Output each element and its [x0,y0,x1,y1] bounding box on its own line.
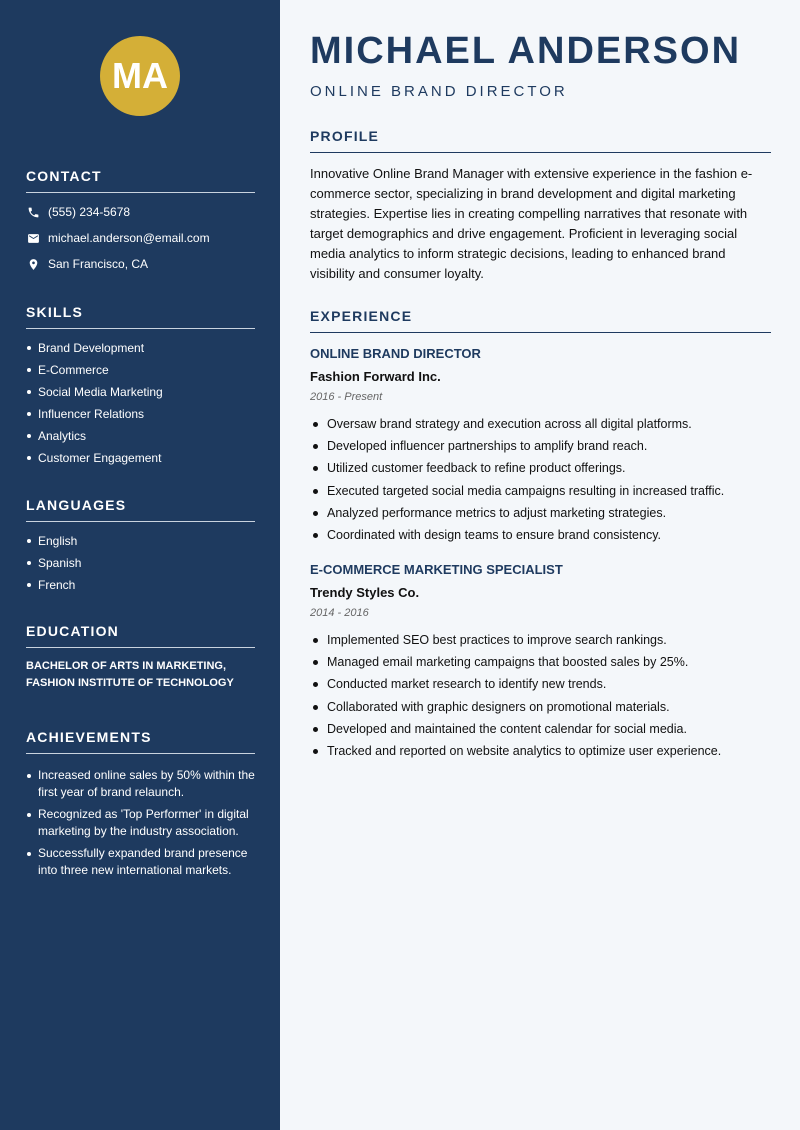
list-item: Utilized customer feedback to refine product offerings. [310,457,771,479]
list-item: Successfully expanded brand presence into three new international markets. [26,845,255,879]
contact-email [26,225,255,251]
skills-heading: SKILLS [26,304,255,329]
list-item: Influencer Relations [26,403,255,425]
mail-icon [26,231,40,245]
list-item: Social Media Marketing [26,381,255,403]
achievements-list [26,767,255,879]
contact-phone [26,199,255,225]
job-bullets [310,629,771,762]
languages-section [26,497,255,596]
list-item: Conducted market research to identify new trends. [310,673,771,695]
job-company: Trendy Styles Co. [310,585,420,600]
skills-section [26,304,255,469]
education-degree: BACHELOR OF ARTS IN MARKETING, [26,660,227,672]
contact-location [26,251,255,277]
list-item: English [26,530,255,552]
list-item: Executed targeted social media campaigns resulting in increased traffic. [310,480,771,502]
education-school: FASHION INSTITUTE OF TECHNOLOGY [26,677,234,689]
profile-text: Innovative Online Brand Manager with extensive experience in the fashion e-commerce sector, specializing in brand development and digital marketing strategies. Expertise lies in creating compelling narratives that resonate with target demographics and drive engagement. Proficient in leveraging social media analytics to inform strategic decisions, leading to enhanced brand visibility and consumer loyalty. [310,166,753,281]
phone-text: (555) 234-5678 [48,205,131,219]
skills-list [26,337,255,469]
education-heading: EDUCATION [26,623,255,648]
list-item: Customer Engagement [26,447,255,469]
job-dates: 2016 - Present [310,391,383,403]
list-item: Managed email marketing campaigns that boosted sales by 25%. [310,651,771,673]
list-item: Brand Development [26,337,255,359]
sidebar [0,0,280,1130]
avatar: MA [100,36,180,116]
list-item: French [26,574,255,596]
list-item: Increased online sales by 50% within the first year of brand relaunch. [26,767,255,801]
candidate-role: ONLINE BRAND DIRECTOR [310,83,568,100]
job-entry [310,346,771,546]
list-item: Analytics [26,425,255,447]
list-item: Implemented SEO best practices to improve search rankings. [310,629,771,651]
list-item: Analyzed performance metrics to adjust marketing strategies. [310,502,771,524]
job-title: ONLINE BRAND DIRECTOR [310,346,481,361]
list-item: Developed and maintained the content calendar for social media. [310,718,771,740]
education-section [26,623,255,692]
phone-icon [26,205,40,219]
contact-heading: CONTACT [26,168,255,193]
list-item: Developed influencer partnerships to amplify brand reach. [310,435,771,457]
languages-heading: LANGUAGES [26,497,255,522]
achievements-heading: ACHIEVEMENTS [26,729,255,754]
job-entry [310,562,771,762]
job-bullets [310,413,771,546]
experience-heading: EXPERIENCE [310,308,771,333]
list-item: Recognized as 'Top Performer' in digital marketing by the industry association. [26,806,255,840]
list-item: Coordinated with design teams to ensure brand consistency. [310,524,771,546]
list-item: Collaborated with graphic designers on promotional materials. [310,696,771,718]
languages-list [26,530,255,596]
candidate-name: MICHAEL ANDERSON [310,30,742,72]
location-pin-icon [26,257,40,271]
list-item: Tracked and reported on website analytics to optimize user experience. [310,740,771,762]
job-dates: 2014 - 2016 [310,607,369,619]
profile-heading: PROFILE [310,128,771,153]
contact-section [26,168,255,277]
list-item: Spanish [26,552,255,574]
location-text: San Francisco, CA [48,257,149,271]
list-item: E-Commerce [26,359,255,381]
education-text [26,658,255,692]
email-text: michael.anderson@email.com [48,231,210,245]
job-title: E-COMMERCE MARKETING SPECIALIST [310,562,563,577]
job-company: Fashion Forward Inc. [310,369,441,384]
achievements-section [26,729,255,884]
list-item: Oversaw brand strategy and execution across all digital platforms. [310,413,771,435]
